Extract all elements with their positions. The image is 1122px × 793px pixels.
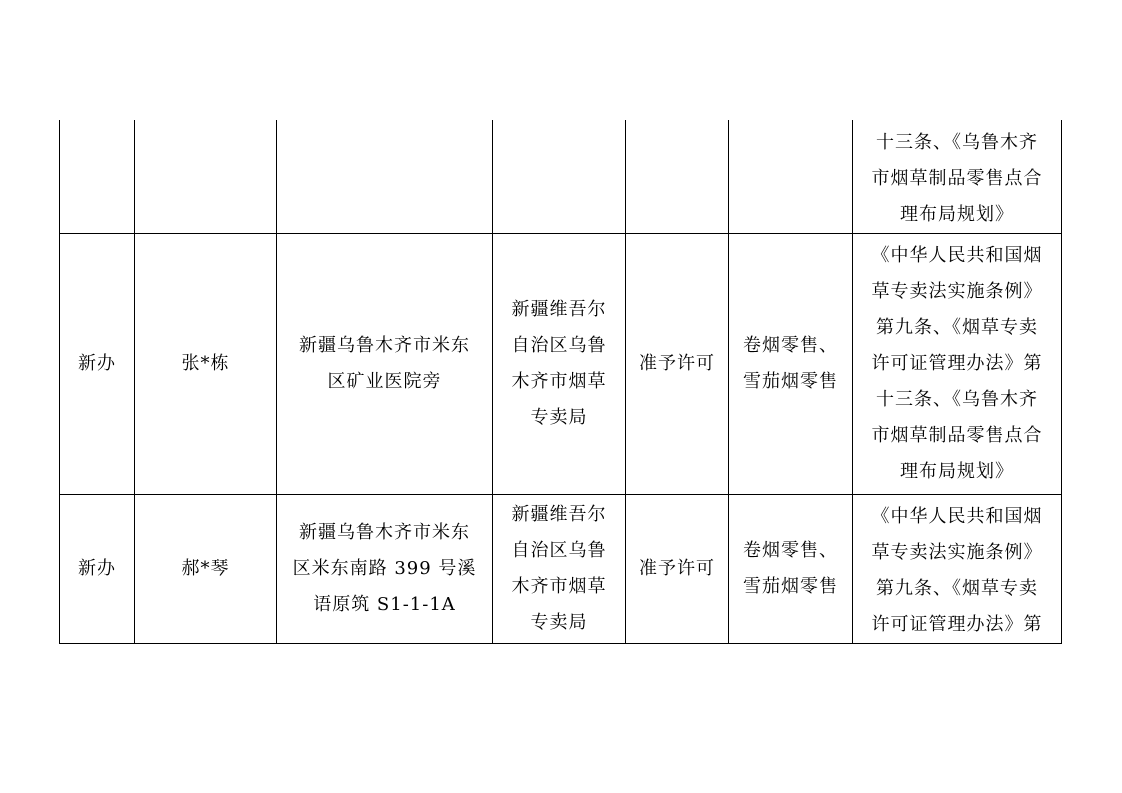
scope-line: 雪茄烟零售 (743, 370, 838, 392)
basis-line: 理布局规划》 (900, 460, 1014, 482)
address-cell (277, 120, 493, 233)
type-cell: 新办 (60, 233, 135, 494)
basis-line: 许可证管理办法》第 (871, 352, 1043, 374)
address-cell (277, 233, 493, 494)
table-row (60, 494, 1062, 643)
address-line: 新疆乌鲁木齐市米东 (299, 334, 470, 356)
decision-cell (626, 120, 729, 233)
authority-line: 自治区乌鲁 (511, 539, 607, 561)
authority-line: 木齐市烟草 (511, 370, 607, 392)
authority-cell (493, 233, 626, 494)
basis-line: 草专卖法实施条例》 (871, 280, 1043, 302)
type-cell: 新办 (60, 494, 135, 643)
scope-line: 卷烟零售、 (743, 334, 838, 356)
basis-cell (853, 494, 1062, 643)
license-table (59, 120, 1062, 644)
decision-cell: 准予许可 (626, 233, 729, 494)
basis-line: 十三条、《乌鲁木齐 (876, 131, 1038, 153)
table-row (60, 120, 1062, 233)
authority-cell (493, 494, 626, 643)
authority-cell (493, 120, 626, 233)
scope-line: 雪茄烟零售 (743, 575, 838, 597)
basis-line: 市烟草制品零售点合 (871, 424, 1043, 446)
address-cell (277, 494, 493, 643)
basis-line: 十三条、《乌鲁木齐 (876, 388, 1038, 410)
basis-line: 理布局规划》 (900, 203, 1014, 225)
name-cell: 郝*琴 (135, 494, 277, 643)
scope-cell (729, 120, 853, 233)
basis-line: 草专卖法实施条例》 (871, 541, 1043, 563)
basis-line: 第九条、《烟草专卖 (876, 316, 1038, 338)
name-cell (135, 120, 277, 233)
authority-line: 自治区乌鲁 (511, 334, 607, 356)
scope-cell (729, 233, 853, 494)
type-cell (60, 120, 135, 233)
table-row (60, 233, 1062, 494)
basis-line: 第九条、《烟草专卖 (876, 577, 1038, 599)
authority-line: 专卖局 (530, 611, 588, 633)
scope-line: 卷烟零售、 (743, 539, 838, 561)
address-line: 区矿业医院旁 (327, 370, 442, 392)
name-cell: 张*栋 (135, 233, 277, 494)
authority-line: 专卖局 (530, 406, 588, 428)
scope-cell (729, 494, 853, 643)
authority-line: 新疆维吾尔 (511, 298, 607, 320)
address-line: 新疆乌鲁木齐市米东 (299, 521, 470, 543)
authority-line: 新疆维吾尔 (511, 503, 607, 525)
decision-cell: 准予许可 (626, 494, 729, 643)
basis-line: 《中华人民共和国烟 (871, 244, 1043, 266)
address-line: 语原筑 S1-1-1A (313, 593, 456, 615)
basis-cell (853, 233, 1062, 494)
address-line: 区米东南路 399 号溪 (292, 557, 477, 579)
basis-cell (853, 120, 1062, 233)
basis-line: 许可证管理办法》第 (871, 613, 1043, 635)
authority-line: 木齐市烟草 (511, 575, 607, 597)
basis-line: 《中华人民共和国烟 (871, 505, 1043, 527)
basis-line: 市烟草制品零售点合 (871, 167, 1043, 189)
